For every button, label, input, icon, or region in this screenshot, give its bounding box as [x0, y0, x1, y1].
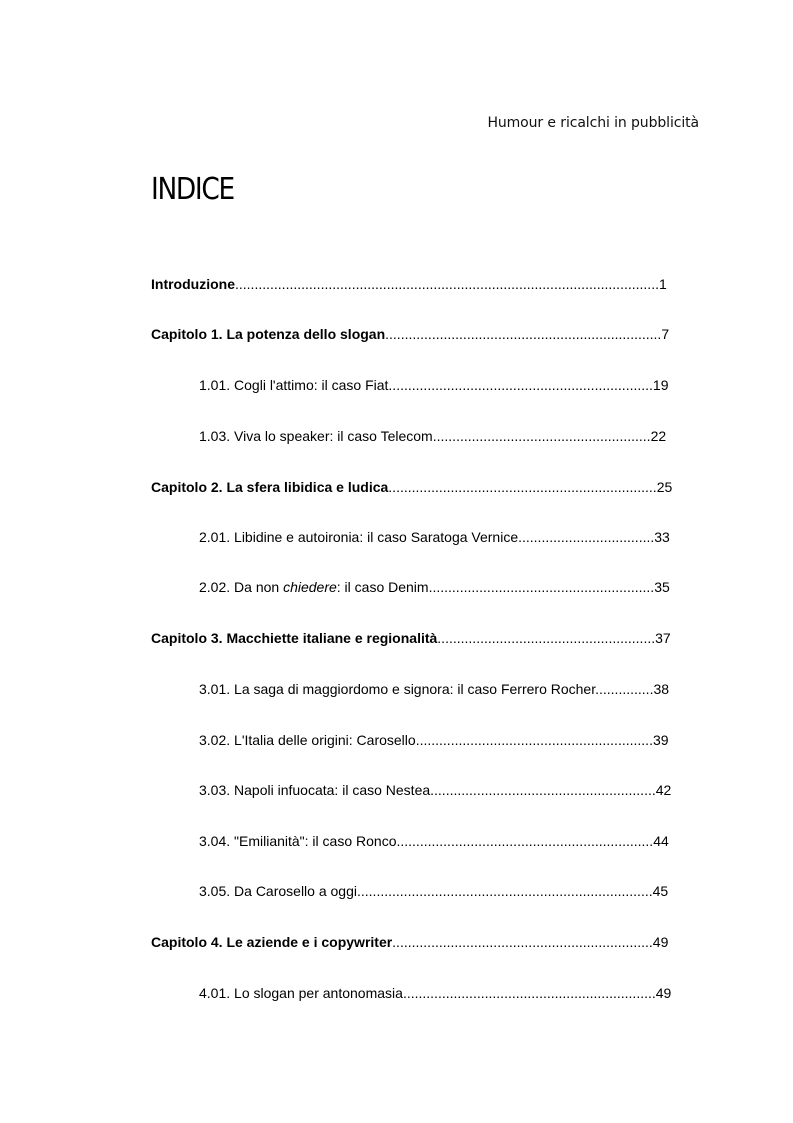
toc-entry-title-part: : il caso Denim: [336, 579, 429, 595]
page-title: INDICE: [151, 172, 234, 207]
toc-entry-title-emphasis: chiedere: [283, 579, 337, 595]
toc-entry-title: 1.01. Cogli l'attimo: il caso Fiat: [199, 377, 389, 393]
toc-entry-title: 3.03. Napoli infuocata: il caso Nestea: [199, 782, 431, 798]
toc-chapter-entry: [151, 275, 667, 293]
toc-leader-dots: ..................................................................: [396, 833, 654, 849]
toc-entry-title: Capitolo 4. Le aziende e i copywriter: [151, 934, 393, 950]
toc-entry-title: 3.02. L'Italia delle origini: Carosello: [199, 732, 416, 748]
toc-entry-title: 4.01. Lo slogan per antonomasia: [199, 985, 403, 1001]
toc-section-entry: [199, 781, 671, 799]
toc-section-entry: [199, 882, 668, 900]
toc-leader-dots: .....................................................................: [388, 479, 657, 495]
toc-page-number: 42: [655, 782, 672, 798]
toc-chapter-entry: [151, 629, 671, 647]
toc-entry-title: Introduzione: [151, 276, 235, 292]
toc-leader-dots: .............................................................................................................: [235, 276, 659, 292]
toc-page-number: 22: [650, 428, 667, 444]
toc-page-number: 7: [661, 326, 670, 342]
toc-page-number: 39: [652, 732, 669, 748]
toc-entry-title: 2.01. Libidine e autoironia: il caso Saratoga Vernice: [199, 529, 519, 545]
toc-entry-title: Capitolo 3. Macchiette italiane e regionalità: [151, 630, 438, 646]
toc-leader-dots: ..........................................................: [428, 579, 655, 595]
toc-section-entry: [199, 680, 669, 698]
toc-page-number: 25: [656, 479, 673, 495]
toc-entry-title: 3.04. "Emilianità": il caso Ronco: [199, 833, 397, 849]
toc-leader-dots: ........................................................: [432, 428, 651, 444]
toc-page-number: 44: [653, 833, 669, 849]
toc-entry-title-part: 2.02. Da non: [199, 579, 284, 595]
toc-entry-title: 3.01. La saga di maggiordomo e signora: il caso Ferrero Rocher: [199, 681, 596, 697]
toc-page-number: 33: [654, 529, 670, 545]
toc-leader-dots: ........................................................: [437, 630, 656, 646]
toc-page-number: 38: [653, 681, 670, 697]
toc-section-entry: [199, 984, 671, 1002]
toc-section-entry: [199, 528, 670, 546]
toc-page-number: 45: [652, 883, 669, 899]
toc-leader-dots: ..........................................................: [430, 782, 656, 798]
toc-page-number: 49: [655, 985, 672, 1001]
toc-entry-title: [199, 579, 429, 595]
toc-page-number: 35: [654, 579, 670, 595]
toc-section-entry: [199, 731, 669, 749]
toc-chapter-entry: [151, 933, 668, 951]
toc-section-entry: [199, 832, 669, 850]
toc-page-number: 49: [652, 934, 669, 950]
toc-section-entry: [199, 376, 669, 394]
toc-leader-dots: ...............: [595, 681, 654, 697]
toc-leader-dots: .................................................................: [402, 985, 656, 1001]
toc-section-entry: [199, 427, 666, 445]
toc-section-entry: [199, 578, 670, 596]
toc-entry-title: 1.03. Viva lo speaker: il caso Telecom: [199, 428, 433, 444]
toc-leader-dots: ............................................................................: [357, 883, 653, 899]
toc-entry-title: Capitolo 2. La sfera libidica e ludica: [151, 479, 389, 495]
toc-leader-dots: ....................................................................: [388, 377, 653, 393]
toc-page-number: 1: [658, 276, 667, 292]
toc-leader-dots: ...................................................................: [392, 934, 653, 950]
toc-leader-dots: .............................................................: [415, 732, 653, 748]
toc-leader-dots: .......................................................................: [385, 326, 662, 342]
toc-entry-title: Capitolo 1. La potenza dello slogan: [151, 326, 386, 342]
toc-entry-title: 3.05. Da Carosello a oggi: [199, 883, 357, 899]
toc-leader-dots: ...................................: [518, 529, 655, 545]
toc-page-number: 19: [652, 377, 669, 393]
toc-page-number: 37: [655, 630, 671, 646]
toc-chapter-entry: [151, 325, 669, 343]
running-header: Humour e ricalchi in pubblicità: [487, 115, 699, 131]
toc-chapter-entry: [151, 478, 672, 496]
